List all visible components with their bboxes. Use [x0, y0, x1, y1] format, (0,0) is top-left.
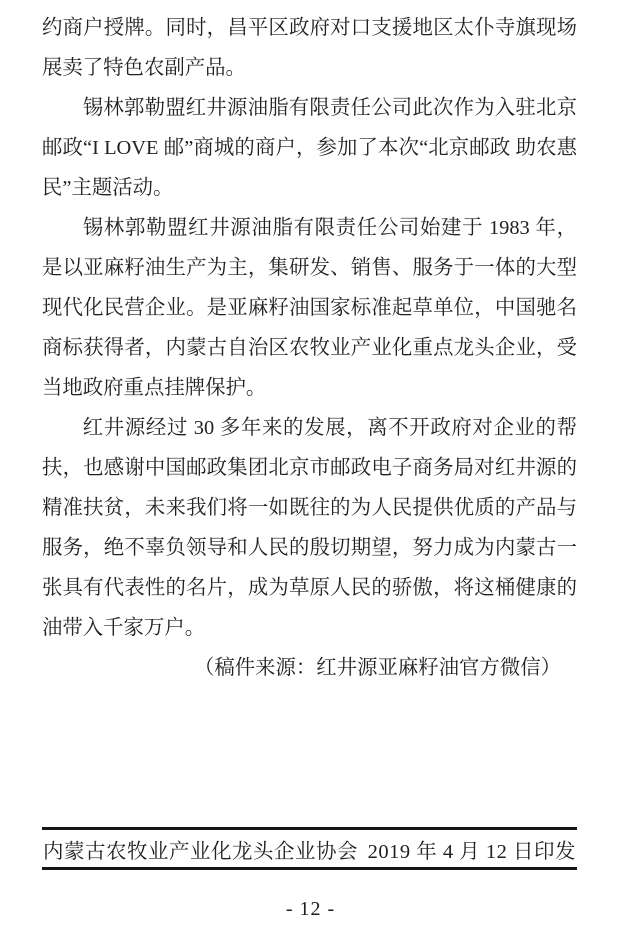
footer-row — [42, 830, 577, 867]
paragraph-3: 锡林郭勒盟红井源油脂有限责任公司始建于 1983 年，是以亚麻籽油生产为主，集研发、销售、服务于一体的大型现代化民营企业。是亚麻籽油国家标准起草单位，中国驰名商标获得者，内蒙古自治区农牧业产业化重点龙头企业，受当地政府重点挂牌保护。 — [42, 217, 577, 399]
source-attribution: （稿件来源：红井源亚麻籽油官方微信） — [193, 657, 561, 679]
issuing-organization: 内蒙古农牧业产业化龙头企业协会 — [43, 840, 358, 863]
paragraph-2: 锡林郭勒盟红井源油脂有限责任公司此次作为入驻北京邮政“I LOVE 邮”商城的商户，参加了本次“北京邮政 助农惠民”主题活动。 — [42, 97, 577, 199]
print-date: 2019 年 4 月 12 日印发 — [367, 840, 576, 863]
document-body — [42, 8, 577, 688]
paragraph-continuation: 约商户授牌。同时，昌平区政府对口支援地区太仆寺旗现场展卖了特色农副产品。 — [42, 17, 577, 79]
paragraph-4: 红井源经过 30 多年来的发展，离不开政府对企业的帮扶，也感谢中国邮政集团北京市邮政电子商务局对红井源的精准扶贫，未来我们将一如既往的为人民提供优质的产品与服务，绝不辜负领导和人民的殷切期望，努力成为内蒙古一张具有代表性的名片，成为草原人民的骄傲，将这桶健康的油带入千家万户。 — [42, 417, 577, 639]
footer-bottom-rule — [42, 867, 577, 870]
page-number: - 12 - — [285, 898, 336, 920]
document-footer — [42, 827, 577, 870]
